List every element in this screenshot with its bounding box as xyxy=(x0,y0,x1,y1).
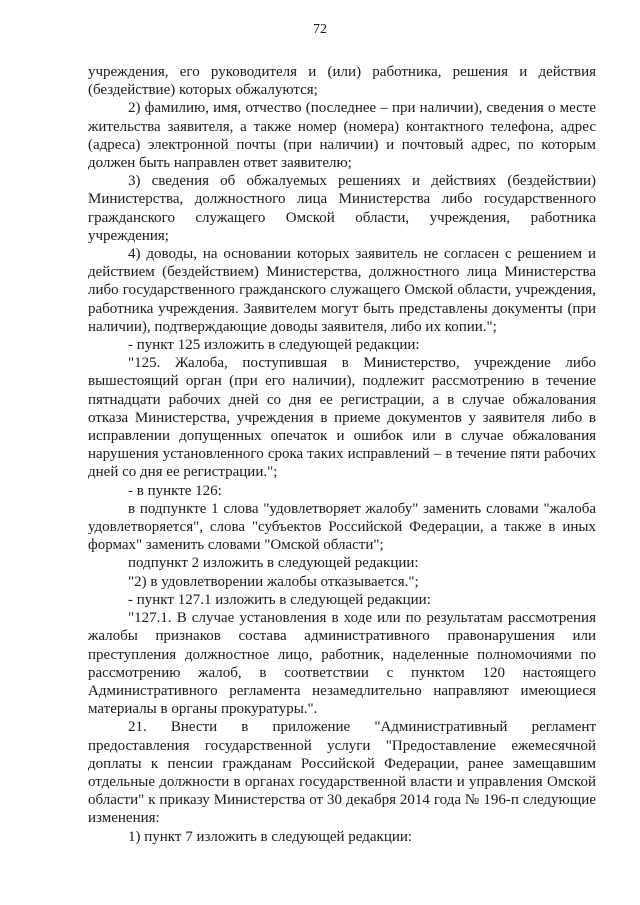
paragraph: - пункт 127.1 изложить в следующей редакции: xyxy=(128,591,431,608)
paragraph: 2) фамилию, имя, отчество (последнее – при наличии), сведения о месте жительства заявителя, а также номер (номера) контактного телефона, адрес (адреса) электронной почты (при наличии) и почтовый адрес, по которым должен быть направлен ответ заявителю; xyxy=(88,100,596,172)
paragraph: - пункт 125 изложить в следующей редакции: xyxy=(128,337,420,354)
paragraph: "125. Жалоба, поступившая в Министерство, учреждение либо вышестоящий орган (при его наличии), подлежит рассмотрению в течение пятнадцати рабочих дней со дня ее регистрации, а в случае обжалования отказа Министерства, учреждения в приеме документов у заявителя либо в исправлении допущенных опечаток и ошибок или в случае обжалования нарушения установленного срока таких исправлений – в течение пяти рабочих дней со дня ее регистрации."; xyxy=(88,355,596,481)
paragraph: подпункт 2 изложить в следующей редакции: xyxy=(128,555,419,572)
paragraph: в подпункте 1 слова "удовлетворяет жалобу" заменить словами "жалоба удовлетворяется", слова "субъектов Российской Федерации, а также в иных формах" заменить словами "Омской области"; xyxy=(88,500,596,554)
document-body xyxy=(88,63,596,846)
paragraph: 1) пункт 7 изложить в следующей редакции: xyxy=(128,828,413,845)
paragraph: 3) сведения об обжалуемых решениях и действиях (бездействии) Министерства, должностного лица Министерства либо государственного гражданского служащего Омской области, учреждения, работника учреждения; xyxy=(88,173,596,244)
paragraph: "2) в удовлетворении жалобы отказывается."; xyxy=(128,573,419,590)
paragraph: - в пункте 126: xyxy=(128,482,222,499)
paragraph: учреждения, его руководителя и (или) работника, решения и действия (бездействие) которых обжалуются; xyxy=(88,64,596,99)
paragraph: 21. Внести в приложение "Административный регламент предоставления государственной услуги "Предоставление ежемесячной доплаты к пенсии гражданам Российской Федерации, ранее замещавшим отдельные должности в органах государственной власти и управления Омской области" к приказу Министерства от 30 декабря 2014 года № 196-п следующие изменения: xyxy=(88,719,596,827)
page-number: 72 xyxy=(313,22,327,37)
paragraph: "127.1. В случае установления в ходе или по результатам рассмотрения жалобы признаков состава административного правонарушения или преступления должностное лицо, работник, наделенные полномочиями по рассмотрению жалоб, в соответствии с пунктом 120 настоящего Административного регламента незамедлительно направляют имеющиеся материалы в органы прокуратуры.". xyxy=(88,610,596,718)
paragraph: 4) доводы, на основании которых заявитель не согласен с решением и действием (бездействием) Министерства, должностного лица Министерства либо государственного гражданского служащего Омской области, учреждения, работника учреждения. Заявителем могут быть представлены документы (при наличии), подтверждающие доводы заявителя, либо их копии."; xyxy=(88,246,596,335)
